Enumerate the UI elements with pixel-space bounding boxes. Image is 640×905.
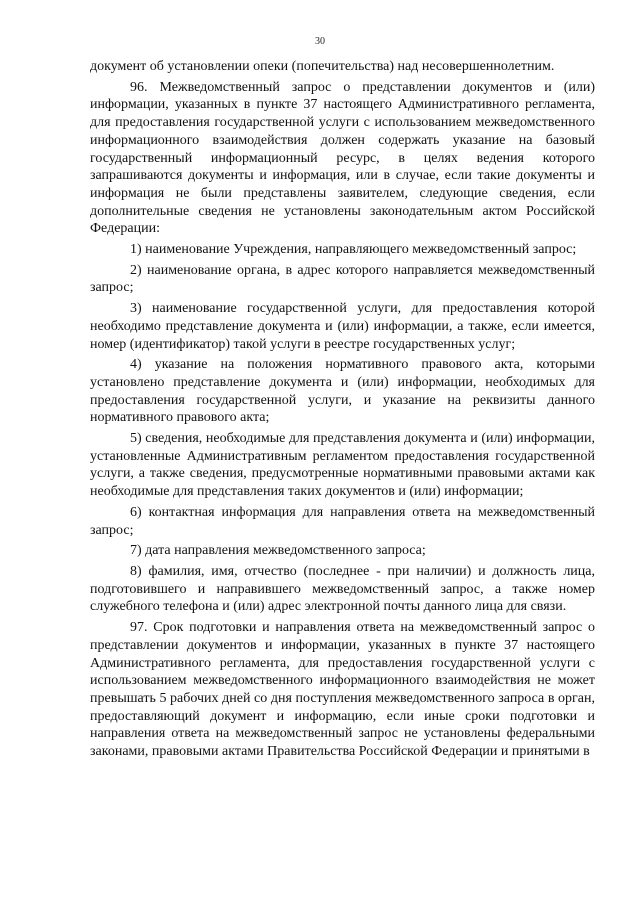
list-item-6: 6) контактная информация для направления ответа на межведомственный запрос;: [90, 504, 595, 538]
list-item-4: 4) указание на положения нормативного правового акта, которыми установлено представление документа и (или) информации, необходимых для предоставления государственной услуги, и указание на реквизиты данного нормативного правового акта;: [90, 357, 595, 426]
paragraph-97: 97. Срок подготовки и направления ответа на межведомственный запрос о представлении документов и информации, указанных в пункте 37 настоящего Административного регламента, для предоставления государственной услуги с использованием межведомственного информационного взаимодействия не может превышать 5 рабочих дней со дня поступления межведомственного запроса в орган, предоставляющий документ и информацию, если иные сроки подготовки и направления ответа на межведомственный запрос не установлены федеральными законами, правовыми актами Правительства Российской Федерации и принятыми в: [90, 620, 595, 760]
list-item-5: 5) сведения, необходимые для представления документа и (или) информации, установленные Административным регламентом предоставления государственной услуги, а также сведения, предусмотренные нормативными правовыми актами как необходимые для представления таких документов и (или) информации;: [90, 431, 595, 500]
paragraph-continuation: документ об установлении опеки (попечительства) над несовершеннолетним.: [90, 59, 555, 74]
paragraph-96: 96. Межведомственный запрос о представлении документов и (или) информации, указанных в пункте 37 настоящего Административного регламента, для предоставления государственной услуги с использованием межведомственного информационного взаимодействия должен содержать указание на базовый государственный информационный ресурс, в целях ведения которого запрашиваются документы и информация, или в случае, если такие документы и информация не были представлены заявителем, следующие сведения, если дополнительные сведения не установлены законодательным актом Российской Федерации:: [90, 79, 595, 237]
document-body: [90, 58, 595, 764]
list-item-3: 3) наименование государственной услуги, для предоставления которой необходимо представление документа и (или) информации, а также, если имеется, номер (идентификатор) такой услуги в реестре государственных услуг;: [90, 301, 595, 352]
list-item-1: 1) наименование Учреждения, направляющего межведомственный запрос;: [130, 242, 577, 258]
list-item-2: 2) наименование органа, в адрес которого направляется межведомственный запрос;: [90, 262, 595, 296]
list-item-7: 7) дата направления межведомственного запроса;: [130, 543, 426, 559]
page-number: 30: [315, 36, 325, 47]
list-item-8: 8) фамилия, имя, отчество (последнее - при наличии) и должность лица, подготовившего и направившего межведомственный запрос, а также номер служебного телефона и (или) адрес электронной почты данного лица для связи.: [90, 563, 595, 615]
